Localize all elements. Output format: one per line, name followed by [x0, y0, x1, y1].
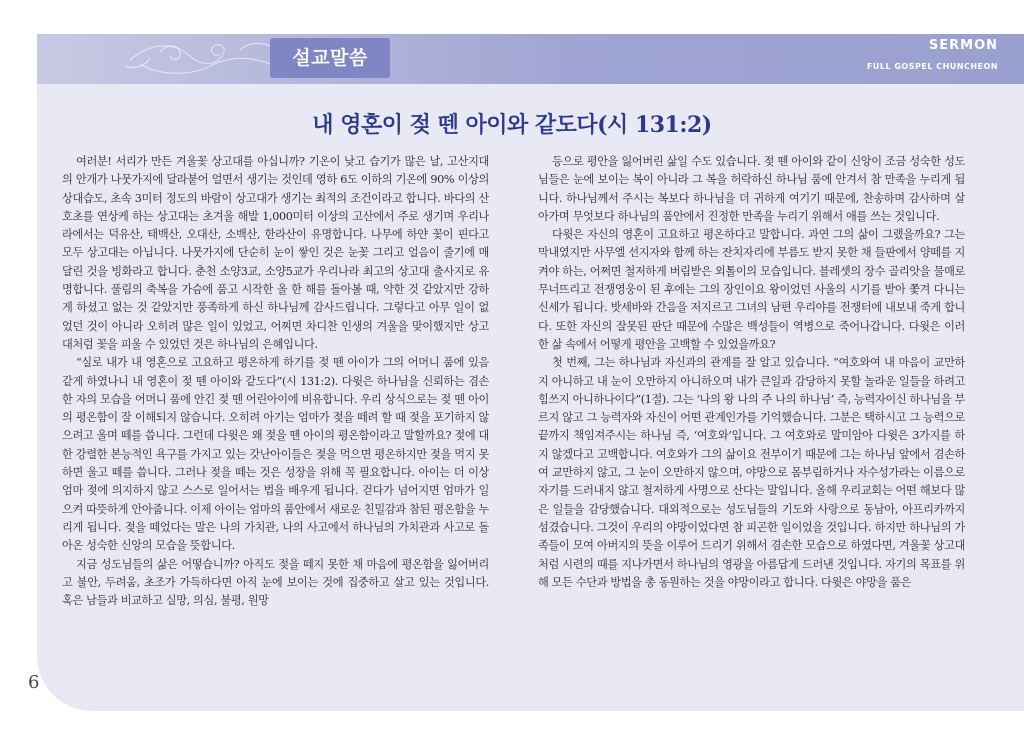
paragraph: 지금 성도님들의 삶은 어떻습니까? 아직도 젖을 떼지 못한 채 마음에 평온함을 잃어버리고 불안, 두려움, 초조가 가득하다면 아직 눈에 보이는 것에 집중하고 살고 있는 것입니다. 혹은 남들과 비교하고 실망, 의심, 불평, 원망: [62, 557, 489, 608]
article-title: 내 영혼이 젖 뗀 아이와 같도다(시 131:2): [312, 112, 712, 138]
paragraph: “실로 내가 내 영혼으로 고요하고 평온하게 하기를 젖 뗀 아이가 그의 어머니 품에 있음 같게 하였나니 내 영혼이 젖 뗀 아이와 같도다”(시 131:2). 다윗은 하나님을 신뢰하는 겸손한 자의 모습을 어머니 품에 안긴 젖 뗀 어린아이에 비유합니다. 우리 상식으로는 젖 뗀 아이의 평온함이 잘 이해되지 않습니다. 오히려 아기는 엄마가 젖을 떼려 할 때 젖을 포기하지 않으려고 울며 떼를 씁니다. 그런데 다윗은 왜 젖을 뗀 아이의 평온함이라고 말할까요? 젖에 대한 강렬한 본능적인 욕구를 가지고 있는 갓난아이들은 젖을 먹으면 평온하지만 젖을 먹지 못하면 울고 떼를 씁니다. 그러나 젖을 떼는 것은 성장을 위해 꼭 필요합니다. 아이는 더 이상 엄마 젖에 의지하지 않고 스스로 일어서는 법을 배우게 됩니다. 걷다가 넘어지면 엄마가 일으켜 따뜻하게 안아줍니다. 이제 아이는 엄마의 품안에서 새로운 친밀감과 참된 평온함을 누리게 됩니다. 젖을 떼었다는 말은 나의 가치관, 나의 사고에서 하나님의 가치관과 사고로 돌아온 성숙한 신앙의 모습을 뜻합니다.: [62, 356, 489, 553]
paragraph: 다윗은 자신의 영혼이 고요하고 평온하다고 말합니다. 과연 그의 삶이 그랬을까요? 그는 막내였지만 사무엘 선지자와 함께 하는 잔치자리에 부름도 받지 못한 채 들판에서 양떼를 지켜야 하는, 어쩌면 철저하게 버림받은 외톨이의 모습입니다. 블레셋의 장수 골리앗을 물매로 무너뜨리고 전쟁영웅이 된 후에는 그의 장인이요 왕이었던 사울의 시기를 받아 쫓겨 다니는 신세가 됩니다. 밧세바와 간음을 저지르고 그녀의 남편 우리야를 전쟁터에 내보내 죽게 합니다. 또한 자신의 잘못된 판단 때문에 수많은 백성들이 역병으로 죽어나갑니다. 다윗은 이러한 삶 속에서 어떻게 평안을 고백할 수 있었을까요?: [538, 228, 965, 351]
page-number: 6: [28, 672, 40, 693]
brand-sermon: SERMON: [928, 38, 998, 53]
paragraph: 등으로 평안을 잃어버린 삶일 수도 있습니다. 젖 뗀 아이와 같이 신앙이 조금 성숙한 성도님들은 눈에 보이는 복이 아니라 그 복을 허락하신 하나님 품에 안겨서 참 만족을 누리게 됩니다. 하나님께서 주시는 복보다 하나님을 더 귀하게 여기기 때문에, 찬송하며 감사하며 살아가며 무엇보다 하나님의 품안에서 진정한 만족을 누리기 위해서 애를 쓰는 것입니다.: [538, 155, 965, 223]
section-title: 설교말씀: [270, 38, 390, 78]
paragraph: 여러분! 서리가 만든 겨울꽃 상고대를 아십니까? 기온이 낮고 습기가 많은 날, 고산지대의 안개가 나뭇가지에 달라붙어 얼면서 생기는 것인데 영하 6도 이하의 기온에 90% 이상의 상대습도, 초속 3미터 정도의 바람이 상고대가 생기는 최적의 조건이라고 합니다. 바다의 산호초를 연상케 하는 상고대는 초겨울 해발 1,000미터 이상의 고산에서 주로 생기며 우리나라에서는 덕유산, 태백산, 오대산, 소백산, 한라산이 유명합니다. 나무에 하얀 꽃이 핀다고 모두 상고대는 아닙니다. 나뭇가지에 단순히 눈이 쌓인 것은 눈꽃 그리고 얼음이 줄기에 매달린 것을 빙화라고 합니다. 춘천 소양3교, 소양5교가 우리나라 최고의 상고대 출사지로 유명합니다. 풀림의 축복을 가슴에 품고 시작한 올 한 해를 돌아볼 때, 약한 것 같았지만 강하게 하셨고 없는 것 같았지만 풍족하게 하신 하나님께 감사드립니다. 그렇다고 아무 일이 없었던 것이 아니라 오히려 많은 일이 있었고, 어찌면 차디찬 인생의 겨울을 맞이했지만 상고대처럼 꽃을 피울 수 있었던 것은 하나님의 은혜입니다.: [62, 155, 489, 351]
brand-subtitle: FULL GOSPEL CHUNCHEON: [866, 62, 998, 71]
right-column: [538, 153, 965, 693]
paragraph: 첫 번째, 그는 하나님과 자신과의 관계를 잘 알고 있습니다. “여호와여 내 마음이 교만하지 아니하고 내 눈이 오만하지 아니하오며 내가 큰일과 감당하지 못할 놀라운 일들을 하려고 힘쓰지 아니하나이다”(1절). 그는 ‘나의 왕 나의 주 나의 하나님’ 즉, 능력자이신 하나님을 부르지 않고 그 능력자와 자신이 어떤 관계인가를 기억했습니다. 그분은 택하시고 그 능력으로 끝까지 책임져주시는 하나님 즉, ‘여호와’입니다. 그 여호와로 말미암아 다윗은 3가지를 하지 않겠다고 고백합니다. 여호와가 그의 삶이요 전부이기 때문에 그는 하나님 앞에서 겸손하여 교만하지 않고, 그 눈이 오만하지 않으며, 야망으로 몸부림하거나 자수성가라는 이름으로 자기를 드러내지 않고 철저하게 사명으로 산다는 말입니다. 올해 우리교회는 어떤 해보다 많은 일들을 감당했습니다. 대외적으로는 성도님들의 기도와 사랑으로 동남아, 아프리카까지 섬겼습니다. 그것이 우리의 야망이었다면 참 피곤한 일이었을 것입니다. 하지만 하나님의 가족들이 모여 아버지의 뜻을 이루어 드리기 위해서 겸손한 모습으로 하였다면, 겨울꽃 상고대처럼 시련의 때를 지나가면서 하나님의 영광을 아름답게 드러낸 것입니다. 자기의 목표를 위해 모든 수단과 방법을 총 동원하는 것을 야망이라고 합니다. 다윗은 야망을 품은: [538, 356, 965, 589]
left-column: [62, 153, 489, 693]
